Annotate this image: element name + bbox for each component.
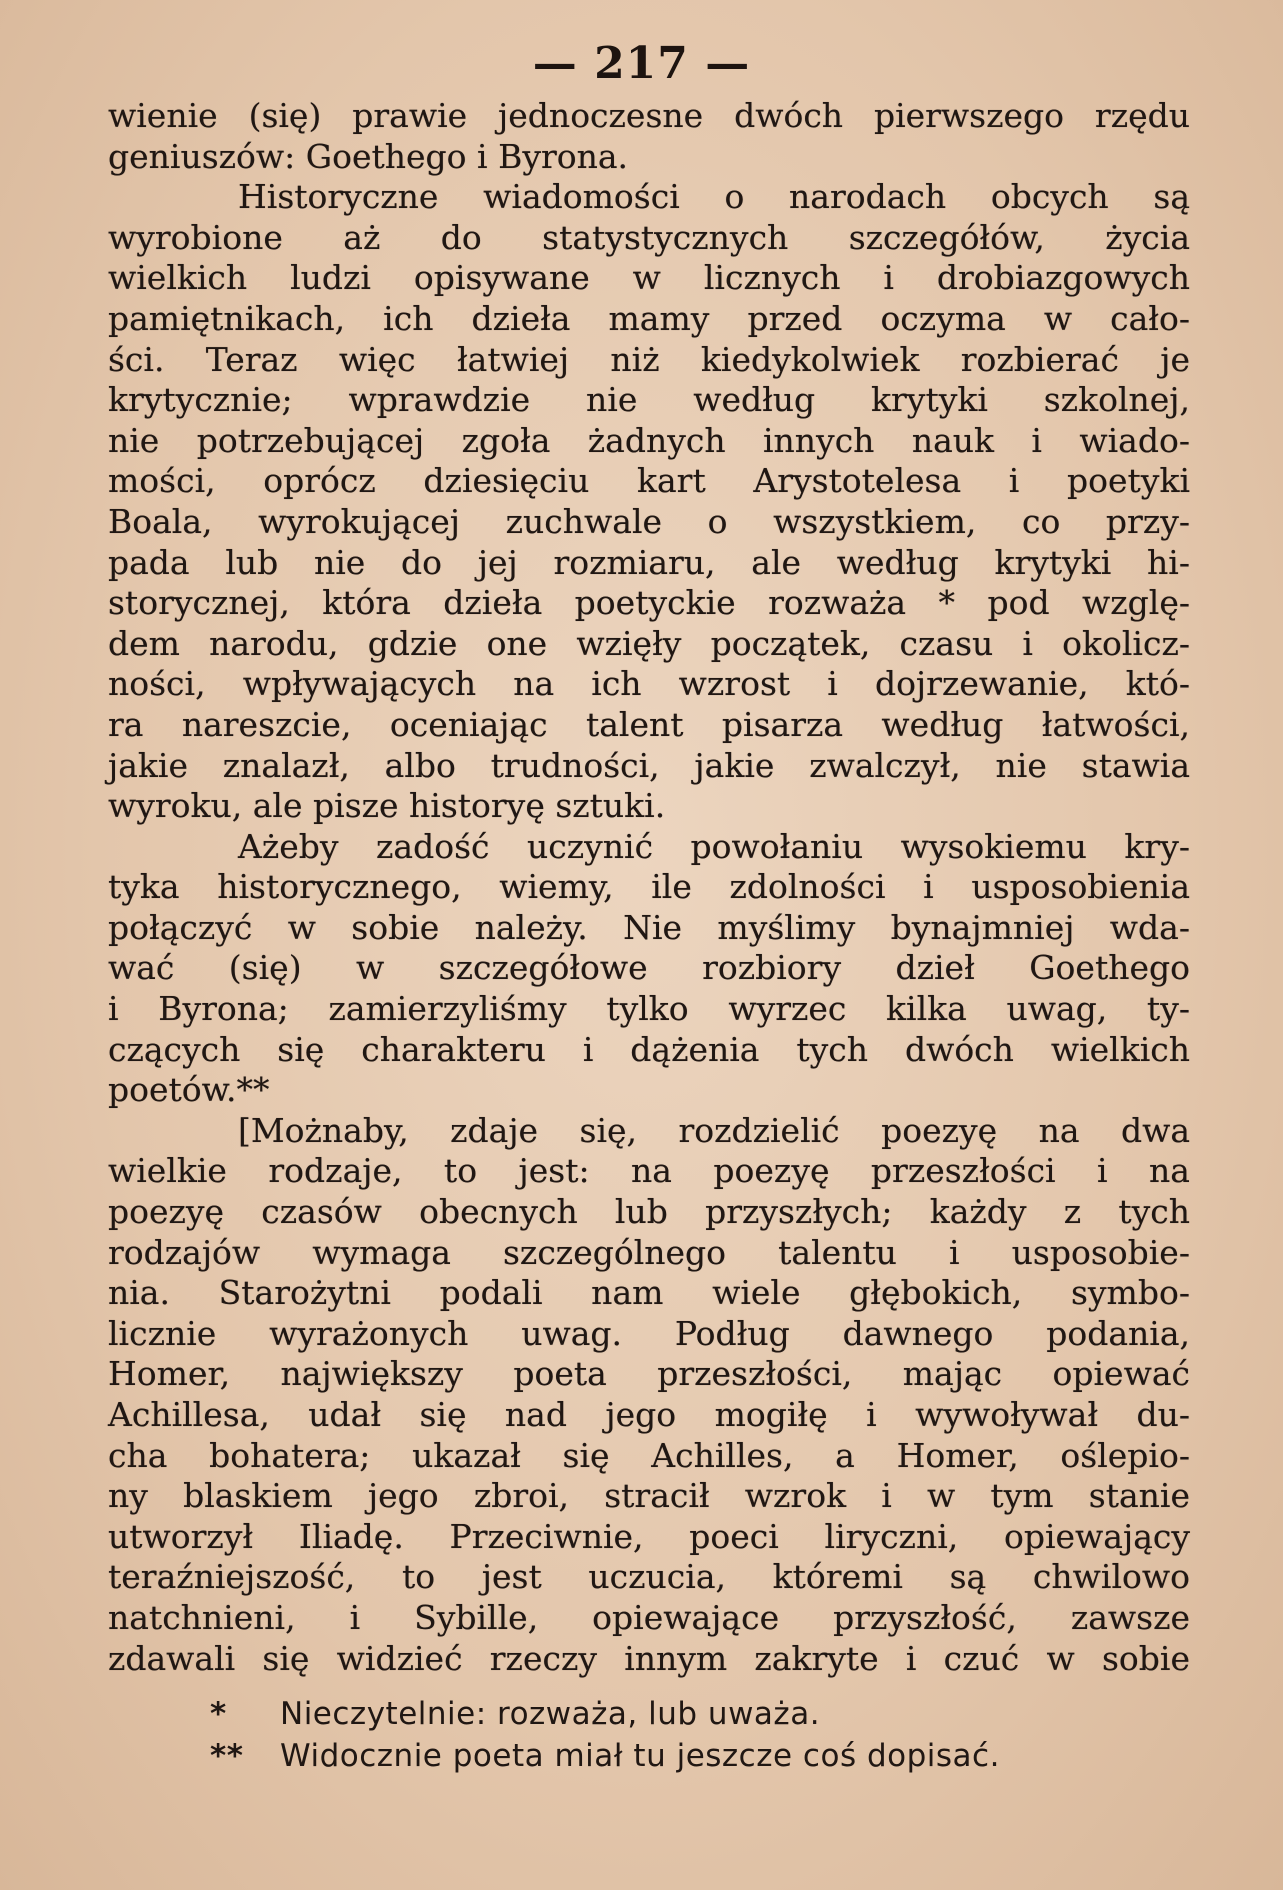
text-line: jakie znalazł, albo trudności, jakie zwalczył, nie stawia [108,745,1190,785]
text-line: dem narodu, gdzie one wzięły początek, czasu i okolicz- [108,623,1190,663]
text-line: nia. Starożytni podali nam wiele głębokich, symbo- [108,1273,1190,1313]
text-line: rodzajów wymaga szczególnego talentu i usposobie- [108,1232,1190,1272]
text-line: geniuszów: Goethego i Byrona. [108,136,629,176]
text-line: ści. Teraz więc łatwiej niż kiedykolwiek rozbierać je [108,339,1190,379]
text-line: tyka historycznego, wiemy, ile zdolności i usposobienia [108,867,1190,907]
text-line: i Byrona; zamierzyliśmy tylko wyrzec kilka uwag, ty- [108,989,1190,1029]
text-line: ny blaskiem jego zbroi, stracił wzrok i w tym stanie [108,1476,1190,1516]
text-line: poezyę czasów obecnych lub przyszłych; każdy z tych [108,1192,1190,1232]
text-line: teraźniejszość, to jest uczucia, któremi są chwilowo [108,1557,1190,1597]
text-line: wielkich ludzi opisywane w licznych i drobiazgowych [108,258,1190,298]
text-line: utworzył Iliadę. Przeciwnie, poeci liryczni, opiewający [108,1516,1190,1556]
text-line: Historyczne wiadomości o narodach obcych są [238,177,1190,217]
text-line: [Możnaby, zdaje się, rozdzielić poezyę na dwa [238,1110,1190,1150]
page-number: — 217 — [532,38,751,89]
text-line: wyrobione aż do statystycznych szczegółów, życia [108,217,1190,257]
text-line: wyroku, ale pisze historyę sztuki. [108,786,666,826]
text-line: zdawali się widzieć rzeczy innym zakryte i czuć w sobie [108,1638,1190,1678]
text-line: połączyć w sobie należy. Nie myślimy bynajmniej wda- [108,907,1190,947]
text-line: Achillesa, udał się nad jego mogiłę i wywoływał du- [108,1395,1190,1434]
text-line: ra nareszcie, oceniając talent pisarza według łatwości, [108,704,1190,744]
text-line: ności, wpływających na ich wzrost i dojrzewanie, któ- [108,664,1190,704]
text-line: cha bohatera; ukazał się Achilles, a Homer, oślepio- [108,1435,1190,1475]
footnote-text: Nieczytelnie: rozważa, lub uważa. [280,1696,821,1732]
footnote-text: Widocznie poeta miał tu jeszcze coś dopisać. [280,1738,1000,1774]
text-line: pamiętnikach, ich dzieła mamy przed oczyma w cało- [108,298,1190,338]
text-line: nie potrzebującej zgoła żadnych innych nauk i wiado- [108,420,1190,460]
text-line: krytycznie; wprawdzie nie według krytyki szkolnej, [108,380,1190,420]
text-line: czących się charakteru i dążenia tych dwóch wielkich [108,1029,1190,1069]
text-line: pada lub nie do jej rozmiaru, ale według krytyki hi- [108,542,1190,582]
footnote-mark: ** [210,1738,244,1774]
text-line: wienie (się) prawie jednoczesne dwóch pierwszego rzędu [108,96,1190,135]
footnote [210,1693,1110,1735]
footnotes [210,1693,1110,1777]
text-line: wielkie rodzaje, to jest: na poezyę przeszłości i na [108,1151,1190,1191]
page-body [108,96,1190,1679]
text-line: Boala, wyrokującej zuchwale o wszystkiem, co przy- [108,501,1190,541]
text-line: wać (się) w szczegółowe rozbiory dzieł Goethego [108,948,1190,988]
footnote-mark: * [210,1696,227,1732]
text-line: Ażeby zadość uczynić powołaniu wysokiemu kry- [238,826,1190,866]
footnote [210,1735,1110,1777]
text-line: mości, oprócz dziesięciu kart Arystotelesa i poetyki [108,461,1190,501]
text-line: Homer, największy poeta przeszłości, mając opiewać [108,1354,1190,1394]
text-line: poetów.** [108,1070,270,1110]
text-line: storycznej, która dzieła poetyckie rozważa * pod wzglę- [108,583,1190,623]
text-line: licznie wyrażonych uwag. Podług dawnego podania, [108,1313,1190,1353]
text-line: natchnieni, i Sybille, opiewające przyszłość, zawsze [108,1597,1190,1637]
